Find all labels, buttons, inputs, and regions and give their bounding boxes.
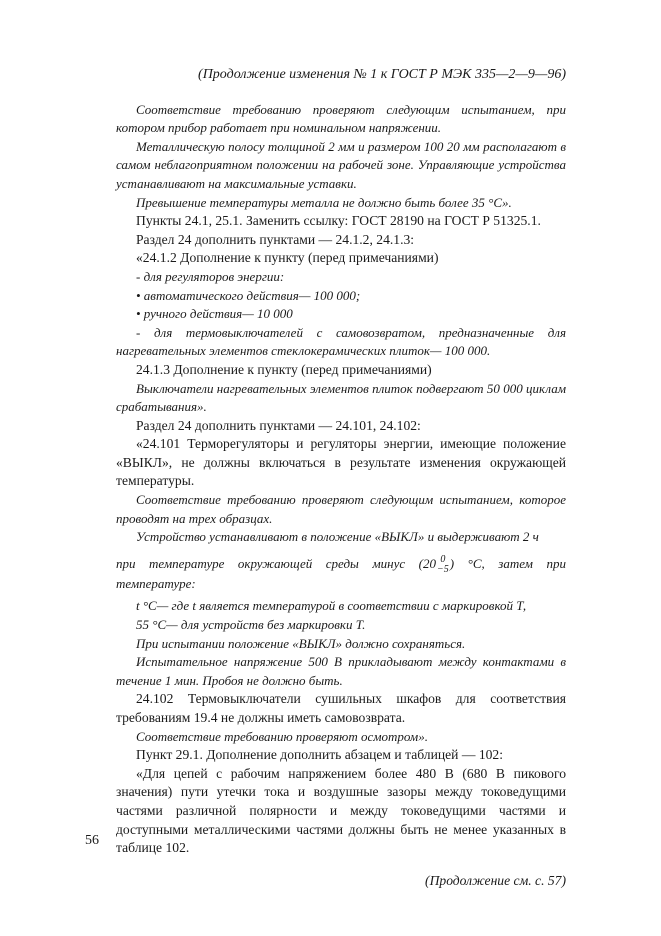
paragraph: - для термовыключателей с самовозвратом, предназначенные для нагревательных элементов стеклокерамических плиток— 100 000. xyxy=(116,324,566,359)
paragraph: 55 °С— для устройств без маркировки Т. xyxy=(136,617,366,633)
paragraph: Соответствие требованию проверяют осмотром». xyxy=(136,728,428,744)
paragraph: «24.1.2 Дополнение к пункту (перед примечаниями) xyxy=(136,250,439,266)
paragraph: Пункт 29.1. Дополнение дополнить абзацем и таблицей — 102: xyxy=(136,747,504,763)
paragraph: - для регуляторов энергии: xyxy=(136,268,285,284)
continuation-note: (Продолжение см. с. 57) xyxy=(425,872,566,888)
running-header: (Продолжение изменения № 1 к ГОСТ Р МЭК 335—2—9—96) xyxy=(198,67,566,82)
paragraph: t °С— где t является температурой в соответствии с маркировкой Т, xyxy=(136,598,527,614)
paragraph: Металлическую полосу толщиной 2 мм и размером 100 20 мм располагают в самом неблагоприятном положении на рабочей зоне. Управляющие устройства устанавливают на максимальные уставки. xyxy=(116,138,566,191)
bullet-item: • ручного действия— 10 000 xyxy=(136,306,293,322)
temperature-text-end: ) °С, затем при температуре: xyxy=(116,555,566,591)
document-page xyxy=(116,66,566,890)
paragraph: Соответствие требованию проверяют следующим испытанием, при котором прибор работает при номинальном напряжении. xyxy=(116,101,566,136)
paragraph: «24.101 Терморегуляторы и регуляторы энергии, имеющие положение «ВЫКЛ», не должны включаться в результате изменения окружающей температуры. xyxy=(116,436,566,489)
temperature-paragraph xyxy=(116,555,566,594)
paragraph: Выключатели нагревательных элементов плиток подвергают 50 000 циклам срабатывания». xyxy=(116,380,566,415)
paragraph: Пункты 24.1, 25.1. Заменить ссылку: ГОСТ 28190 на ГОСТ Р 51325.1. xyxy=(136,213,541,229)
paragraph: Превышение температуры металла не должно быть более 35 °С». xyxy=(136,194,512,210)
paragraph: «Для цепей с рабочим напряжением более 480 В (680 В пикового значения) пути утечки тока и воздушные зазоры между токоведущими частями различной полярности и между токоведущими частями и доступными металлическими частями должны быть не менее указанных в таблице 102. xyxy=(116,765,566,856)
page-number: 56 xyxy=(85,833,99,848)
paragraph: 24.102 Термовыключатели сушильных шкафов для соответствия требованиям 19.4 не должны иметь самовозврата. xyxy=(116,691,566,726)
tolerance-upper: 0 xyxy=(440,553,446,565)
paragraph: 24.1.3 Дополнение к пункту (перед примечаниями) xyxy=(136,361,432,377)
paragraph: Соответствие требованию проверяют следующим испытанием, которое проводят на трех образцах. xyxy=(116,492,566,526)
paragraph: Испытательное напряжение 500 В прикладывают между контактами в течение 1 мин. Пробоя не должно быть. xyxy=(116,654,566,688)
tolerance-lower: −5 xyxy=(437,563,449,575)
paragraph: Раздел 24 дополнить пунктами — 24.101, 24.102: xyxy=(136,417,421,433)
bullet-item: • автоматического действия— 100 000; xyxy=(136,287,361,303)
tolerance-fraction xyxy=(437,555,449,575)
paragraph: Устройство устанавливают в положение «ВЫКЛ» и выдерживают 2 ч xyxy=(136,529,539,545)
paragraph: Раздел 24 дополнить пунктами — 24.1.2, 24.1.3: xyxy=(136,231,415,247)
temperature-text-start: при температуре окружающей среды минус (20 xyxy=(116,555,437,571)
paragraph: При испытании положение «ВЫКЛ» должно сохраняться. xyxy=(136,635,466,651)
